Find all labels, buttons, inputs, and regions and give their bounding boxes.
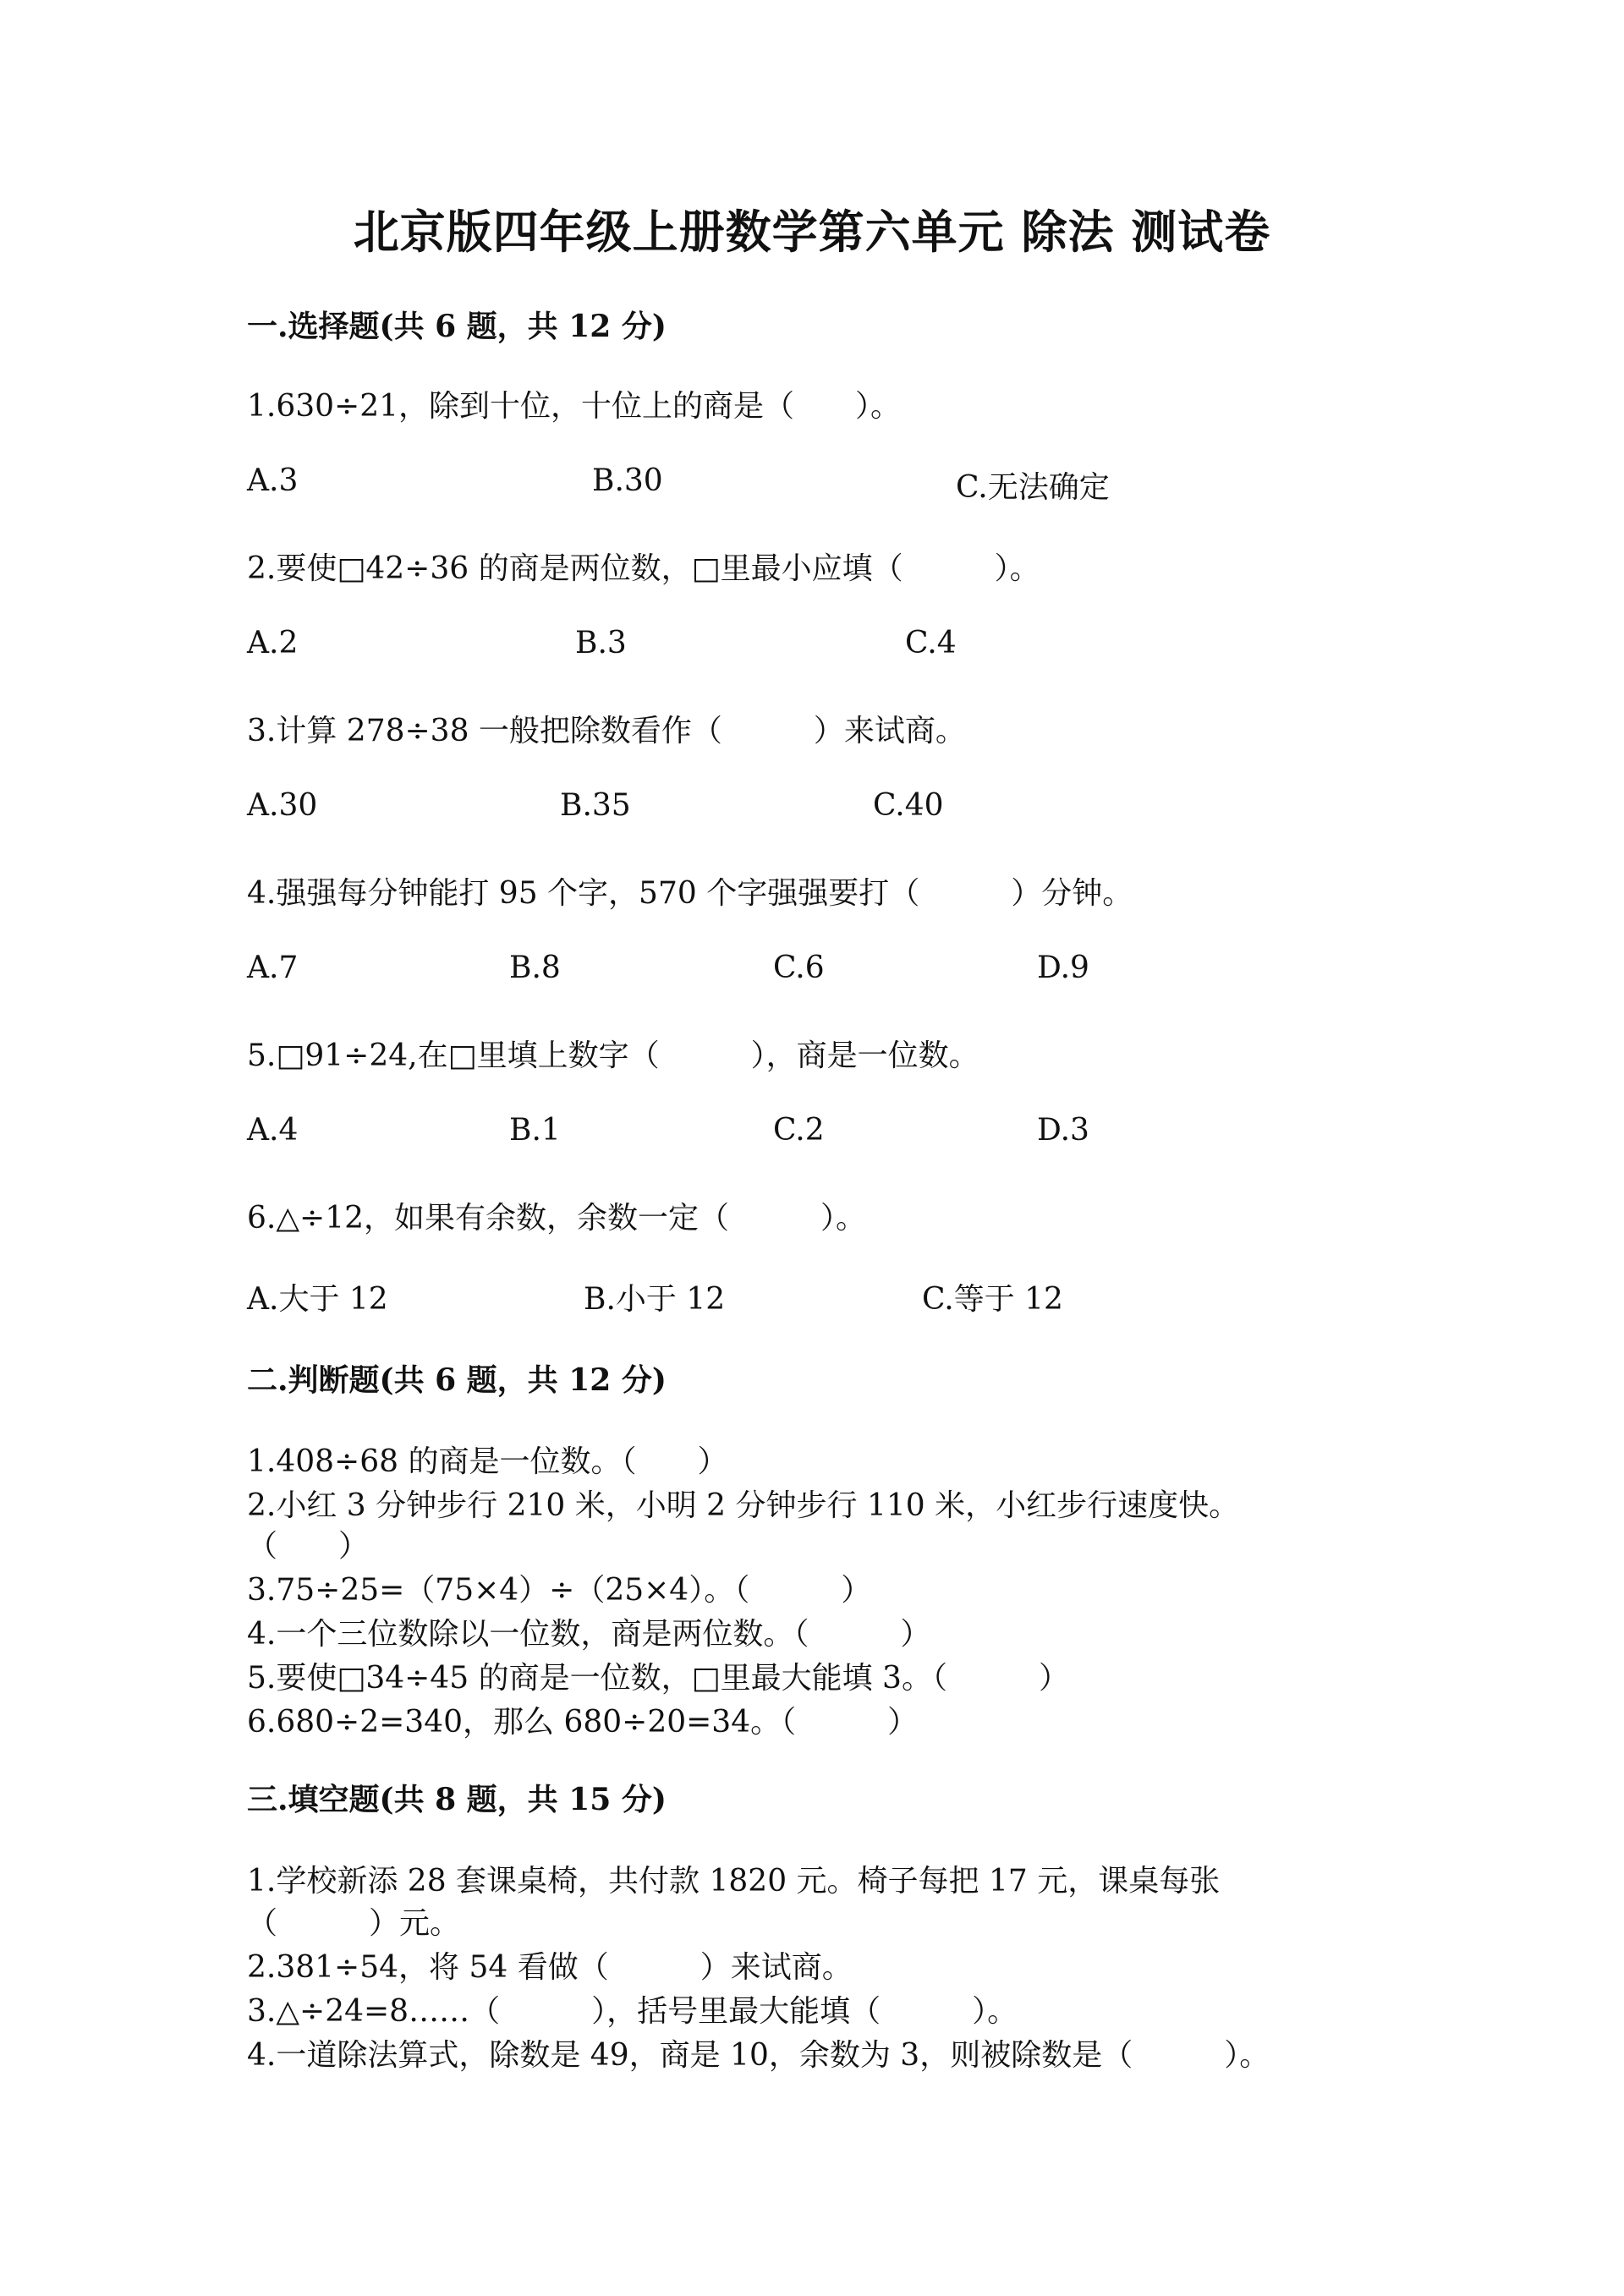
question-line: 4.一道除法算式，除数是 49，商是 10，余数为 3，则被除数是（ ）。 [247, 2038, 1270, 2073]
question-text: 6.△÷12，如果有余数，余数一定（ ）。 [247, 1201, 867, 1236]
option: C.无法确定 [956, 470, 1110, 505]
section-heading-choice: 一.选择题(共 6 题，共 12 分) [247, 309, 667, 344]
question-line: 6.680÷2=340，那么 680÷20=34。（ ） [247, 1705, 919, 1740]
option: A.2 [247, 626, 299, 660]
option: C.4 [905, 626, 957, 660]
option: A.30 [247, 788, 318, 823]
option: C.2 [773, 1113, 825, 1148]
option: A.7 [247, 951, 299, 985]
question-text: 2.要使□42÷36 的商是两位数，□里最小应填（ ）。 [247, 551, 1040, 586]
question-line: （ ） [247, 1529, 370, 1564]
question-text: 4.强强每分钟能打 95 个字，570 个字强强要打（ ）分钟。 [247, 876, 1133, 911]
question-line: 2.小红 3 分钟步行 210 米，小明 2 分钟步行 110 米，小红步行速度快。 [247, 1488, 1240, 1523]
question-line: 2.381÷54，将 54 看做（ ）来试商。 [247, 1950, 853, 1985]
question-text: 1.630÷21，除到十位，十位上的商是（ ）。 [247, 389, 902, 424]
question-line: 5.要使□34÷45 的商是一位数，□里最大能填 3。（ ） [247, 1661, 1069, 1696]
question-line: 3.△÷24=8……（ ），括号里最大能填（ ）。 [247, 1994, 1018, 2029]
section-heading-fill-blank: 三.填空题(共 8 题，共 15 分) [247, 1782, 667, 1817]
option: B.8 [509, 951, 561, 985]
option: B.30 [592, 463, 663, 498]
question-line: 1.学校新添 28 套课桌椅，共付款 1820 元。椅子每把 17 元，课桌每张 [247, 1864, 1221, 1899]
option: C.6 [773, 951, 825, 985]
option: B.1 [509, 1113, 561, 1148]
option: A.4 [247, 1113, 299, 1148]
question-line: （ ）元。 [247, 1906, 461, 1941]
option: B.3 [575, 626, 627, 660]
question-text: 5.□91÷24,在□里填上数字（ ），商是一位数。 [247, 1038, 979, 1073]
section-heading-judgement: 二.判断题(共 6 题，共 12 分) [247, 1362, 667, 1398]
option: B.小于 12 [584, 1282, 726, 1317]
option: D.3 [1037, 1113, 1089, 1148]
option: C.40 [873, 788, 944, 823]
option: A.3 [247, 463, 299, 498]
page-title: 北京版四年级上册数学第六单元 除法 测试卷 [353, 205, 1271, 259]
option: A.大于 12 [247, 1282, 388, 1317]
question-line: 3.75÷25=（75×4）÷（25×4）。（ ） [247, 1573, 872, 1608]
option: D.9 [1037, 951, 1089, 985]
question-line: 4.一个三位数除以一位数，商是两位数。（ ） [247, 1617, 931, 1652]
option: C.等于 12 [922, 1282, 1063, 1317]
question-line: 1.408÷68 的商是一位数。（ ） [247, 1444, 728, 1479]
option: B.35 [560, 788, 631, 823]
question-text: 3.计算 278÷38 一般把除数看作（ ）来试商。 [247, 714, 966, 748]
